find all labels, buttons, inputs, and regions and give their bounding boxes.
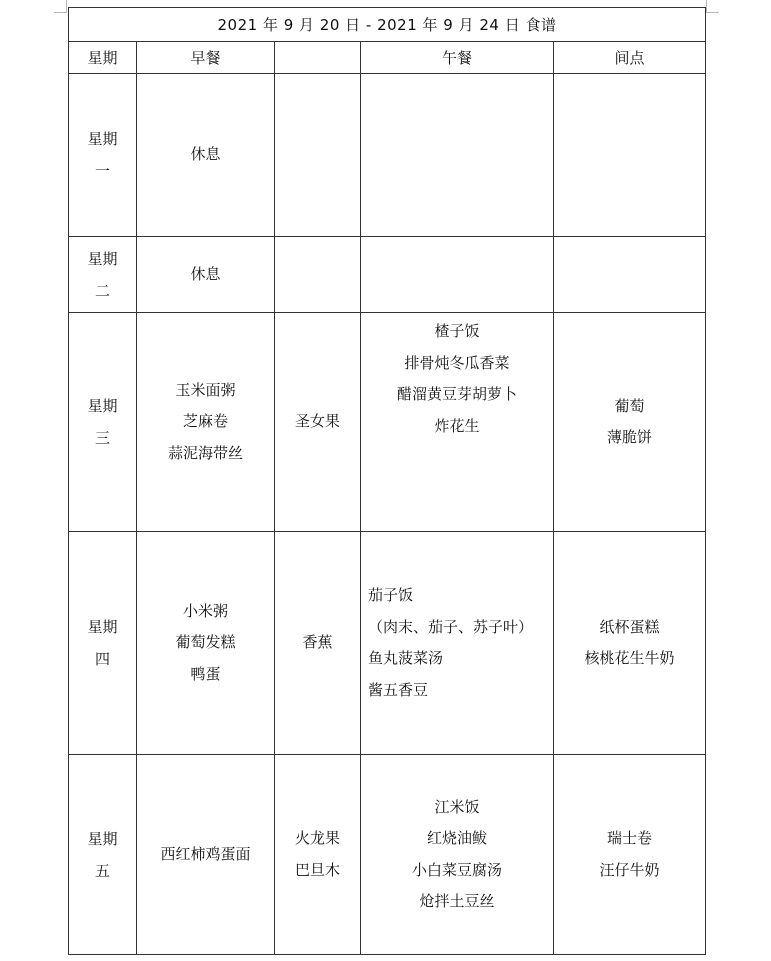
breakfast-cell	[137, 532, 275, 755]
breakfast-item: 西红柿鸡蛋面	[160, 844, 251, 863]
extra-item: 圣女果	[294, 412, 340, 431]
page-corner-mark-left	[54, 0, 67, 13]
header-day: 星期	[69, 42, 137, 74]
day-number: 三	[94, 429, 110, 447]
header-breakfast: 早餐	[137, 42, 275, 74]
header-snack: 间点	[554, 42, 706, 74]
snack-item: 瑞士卷	[607, 829, 653, 847]
snack-item: 核桃花生牛奶	[584, 649, 675, 667]
day-cell	[69, 237, 137, 313]
day-cell	[69, 313, 137, 532]
day-label: 星期	[87, 397, 118, 415]
page-corner-mark-right	[706, 0, 719, 13]
day-label: 星期	[87, 249, 118, 268]
lunch-cell	[361, 532, 554, 755]
breakfast-item: 鸭蛋	[190, 664, 221, 683]
extra-item: 火龙果	[294, 829, 340, 847]
breakfast-item: 蒜泥海带丝	[167, 443, 243, 462]
snack-cell	[554, 313, 706, 532]
lunch-item: 排骨炖冬瓜香菜	[404, 353, 510, 372]
snack-cell	[554, 74, 706, 237]
lunch-item: （肉末、茄子、苏子叶）	[368, 617, 534, 636]
breakfast-item: 小米粥	[182, 601, 228, 620]
lunch-cell	[361, 313, 554, 532]
extra-cell	[275, 755, 361, 955]
breakfast-item: 玉米面粥	[175, 380, 236, 399]
lunch-item: 小白菜豆腐汤	[411, 860, 502, 879]
lunch-cell	[361, 755, 554, 955]
day-number: 一	[94, 162, 110, 180]
lunch-item: 茄子饭	[368, 586, 414, 604]
day-label: 星期	[87, 130, 118, 148]
extra-cell	[275, 313, 361, 532]
menu-row-tuesday	[69, 237, 706, 313]
breakfast-cell	[137, 237, 275, 313]
header-lunch: 午餐	[361, 42, 554, 74]
extra-item: 香蕉	[302, 633, 333, 652]
breakfast-cell	[137, 74, 275, 237]
breakfast-item: 休息	[190, 264, 221, 283]
lunch-item: 楂子饭	[434, 322, 480, 340]
lunch-item: 江米饭	[434, 797, 480, 816]
snack-item: 纸杯蛋糕	[599, 617, 660, 636]
menu-row-friday	[69, 755, 706, 955]
snack-cell	[554, 532, 706, 755]
breakfast-cell	[137, 313, 275, 532]
day-label: 星期	[87, 829, 118, 848]
snack-item: 薄脆饼	[607, 428, 653, 446]
day-number: 五	[94, 861, 110, 880]
snack-cell	[554, 755, 706, 955]
extra-cell	[275, 532, 361, 755]
snack-item: 汪仔牛奶	[599, 860, 660, 879]
extra-item: 巴旦木	[294, 860, 340, 879]
menu-row-wednesday	[69, 313, 706, 532]
menu-row-thursday	[69, 532, 706, 755]
day-number: 四	[94, 650, 110, 668]
breakfast-item: 葡萄发糕	[175, 633, 236, 652]
snack-cell	[554, 237, 706, 313]
menu-title: 2021 年 9 月 20 日 - 2021 年 9 月 24 日 食谱	[69, 8, 706, 42]
menu-row-monday	[69, 74, 706, 237]
extra-cell	[275, 237, 361, 313]
day-cell	[69, 74, 137, 237]
header-row	[69, 42, 706, 74]
snack-item: 葡萄	[614, 396, 645, 415]
day-cell	[69, 532, 137, 755]
breakfast-item: 休息	[190, 145, 221, 164]
lunch-item: 鱼丸菠菜汤	[368, 649, 444, 667]
header-extra	[275, 42, 361, 74]
lunch-item: 酱五香豆	[368, 680, 429, 699]
lunch-item: 红烧油鲅	[426, 829, 487, 847]
extra-cell	[275, 74, 361, 237]
lunch-item: 炸花生	[434, 416, 480, 435]
breakfast-item: 芝麻卷	[182, 412, 228, 431]
day-label: 星期	[87, 618, 118, 636]
lunch-item: 醋溜黄豆芽胡萝卜	[396, 385, 517, 403]
lunch-cell	[361, 237, 554, 313]
lunch-item: 炝拌土豆丝	[419, 892, 495, 910]
weekly-menu-table	[68, 7, 706, 955]
lunch-cell	[361, 74, 554, 237]
day-cell	[69, 755, 137, 955]
breakfast-cell	[137, 755, 275, 955]
day-number: 二	[94, 281, 110, 300]
